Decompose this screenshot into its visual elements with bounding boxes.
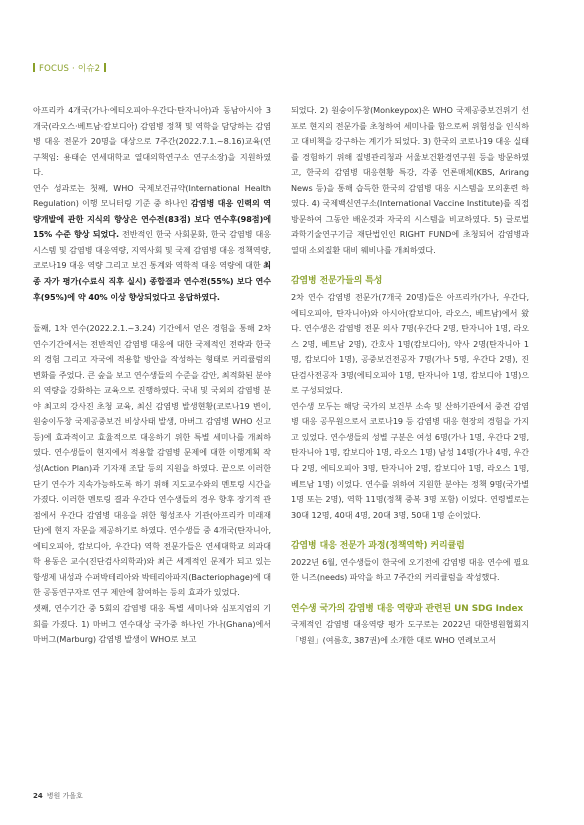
- left-column: [33, 103, 271, 648]
- right-paragraph-4: 2022년 6월, 연수생들이 한국에 오기전에 감염병 대응 연수에 필요한 니즈(needs) 파악을 하고 7주간의 커리큘럼을 작성했다.: [291, 556, 529, 583]
- publication-name: 병원 가을호: [46, 792, 83, 800]
- subheading-sdg-index: 연수생 국가의 감염병 대응 역량과 관련된 UN SDG Index: [291, 603, 524, 614]
- left-paragraph-4: 셋째, 연수기간 중 5회의 감염병 대응 특별 세미나와 심포지엄의 기회를 가졌다. 1) 마버그 연수대상 국가중 하나인 가나(Ghana)에서 마버그(Marburg) 감염병 발생이 WHO로 보고: [33, 602, 271, 645]
- section-header: [33, 62, 106, 74]
- text-run: 연수 성과로는 첫째, WHO 국제보건규약(International Health Regulation) 이행 모니터링 기준 중 하나인: [33, 182, 271, 209]
- left-paragraph-3: 둘째, 1차 연수(2022.2.1.~3.24) 기간에서 얻은 경험을 통해 2차 연수기간에서는 전반적인 감염병 대응에 대한 국제적인 전략과 한국의 경험 그리고 자국에 적용할 방안을 작성하는 형태로 커리큘럼의 변화를 주었다. 큰 숲을 보고 연수생들의 수준을 감안, 최적화된 분야의 역량을 강화하는 교육으로 진행하였다. 국내 및 국외의 감염병 분야 최고의 강사진 초청 교육, 최신 감염병 발생현황(코로나19 변이, 원숭이두창 국제공중보건 비상사태 발생, 마버그 감염병 WHO 신고 등)에 효과적이고 효율적으로 대응하기 위한 특별 세미나를 개최하였다. 연수생들이 현지에서 적용할 감염병 문제에 대한 이행계획 작성(Action Plan)과 기자재 조달 등의 지원을 하였다. 끝으로 이러한 단기 연수가 지속가능하도록 하기 위해 지도교수와의 멘토링 시간을 가졌다. 이러한 멘토링 결과 우간다 연수생들의 경우 향후 장기적 관점에서 우간다 감염병 대응을 위한 형성조사 기관(아프리카 미래재단)에 현지 자문을 제공하기로 하였다. 연수생들 중 4개국(탄자니아, 에티오피아, 캄보디아, 우간다) 역학 전문가들은 연세대학교 의과대학 용동은 교수(진단검사의학과)와 최근 세계적인 문제가 되고 있는 항생제 내성과 수퍼박테리아와 박테리아파지(Bacteriophage)에 대한 공동연구자로 연구 제안에 참여하는 등의 효과가 있었다.: [33, 323, 271, 598]
- left-paragraph-1: 아프리카 4개국(가나·에티오피아·우간다·탄자니아)과 동남아시아 3개국(라오스·베트남·캄보디아) 감염병 정책 및 역학을 담당하는 감염병 대응 전문가 20명을 대상으로 7주간(2022.7.1.~8.16)교육(연구책임: 용태순 연세대학교 열대의학연구소 연구소장)을 지원하였다.: [33, 105, 271, 178]
- header-issue: 이슈2: [77, 64, 101, 74]
- header-bar-right: [104, 63, 106, 72]
- bold-run: 감염병 대응 인력의 역량개발에 관한 지식의 향상은 연수전(83점) 보다 연수후(98점)에 15% 수준 향상 되었다.: [33, 198, 271, 240]
- text-run: 전반적인 한국 사회문화, 한국 감염병 대응 시스템 및 감염병 대응역량, 지역사회 및 국제 감염병 대응 정책역량, 코로나19 대응 역량 그리고 보건 통계와 역학적 대응 역량에 대한: [33, 229, 271, 271]
- right-paragraph-1: 되었다. 2) 원숭이두창(Monkeypox)은 WHO 국제공중보건위기 선포로 현지의 전문가를 초청하여 세미나를 함으로써 위험성을 인식하고 대비책을 강구하는 계기가 되었다. 3) 한국의 코로나19 대응 실태를 경험하기 위해 질병관리청과 서울보건환경연구원 등을 방문하였고, 한국의 감염병 대응현황 특강, 각종 언론매체(KBS, Arirang News 등)을 통해 습득한 한국의 감염병 대응 시스템을 모의훈련 하였다. 4) 국제백신연구소(International Vaccine Institute)를 직접 방문하여 그동안 배운것과 자국의 시스템을 비교하였다. 5) 글로벌과학기술연구기금 재단법인인 RIGHT FUND에 초청되어 감염병과 열대 소외질환 대비 웨비나를 개최하였다.: [291, 105, 529, 255]
- header-bar-left: [33, 63, 35, 72]
- subheading-curriculum: 감염병 대응 전문가 과정(정책역학) 커리큘럼: [291, 541, 465, 552]
- page-footer: [33, 791, 83, 801]
- right-paragraph-3: 연수생 모두는 해당 국가의 보건부 소속 및 산하기관에서 중견 감염병 대응 공무원으로서 코로나19 등 감염병 대응 현장의 경험을 가지고 있었다. 연수생들의 성별 구분은 여성 6명(가나 1명, 우간다 2명, 탄자니아 1명, 캄보디아 1명, 라오스 1명) 남성 14명(가나 4명, 우간다 2명, 에티오피아 3명, 탄자니아 2명, 캄보디아 1명, 라오스 1명, 베트남 1명) 이었다. 연수를 위하여 지원한 분야는 정책 9명(국가별 1명 또는 2명), 역학 11명(정책 중복 3명 포함) 이었다. 연령별로는 30대 12명, 40대 4명, 20대 3명, 50대 1명 순이었다.: [291, 400, 529, 520]
- subheading-characteristics: 감염병 전문가들의 특성: [291, 276, 383, 287]
- header-section: FOCUS: [39, 64, 70, 74]
- right-paragraph-5: 국제적인 감염병 대응역량 평가 도구로는 2022년 대한병원협회지 「병원」(여름호, 387권)에 소개한 대로 WHO 연례보고서: [291, 619, 529, 645]
- left-paragraph-2: [33, 181, 271, 305]
- header-separator: ·: [72, 64, 75, 74]
- right-paragraph-2: 2차 연수 감염병 전문가(7개국 20명)들은 아프리카(가나, 우간다, 에티오피아, 탄자니아)와 아시아(캄보디아, 라오스, 베트남)에서 왔다. 연수생은 감염병 전문 의사 7명(우간다 2명, 탄자니아 1명, 라오스 2명, 베트남 2명), 간호사 1명(캄보디아), 약사 2명(탄자니아 1명, 캄보디아 1명), 공중보건전공자 7명(가나 5명, 우간다 2명), 진단검사전공자 3명(에티오피아 1명, 탄자니아 1명, 캄보디아 1명)으로 구성되었다.: [291, 292, 529, 396]
- page-number: 24: [33, 792, 43, 800]
- right-column: [291, 103, 529, 649]
- bold-run: 최종 자가 평가(수료식 직후 실시) 종합결과 연수전(55%) 보다 연수후(95%)에 약 40% 이상 향상되었다고 응답하였다.: [33, 260, 271, 302]
